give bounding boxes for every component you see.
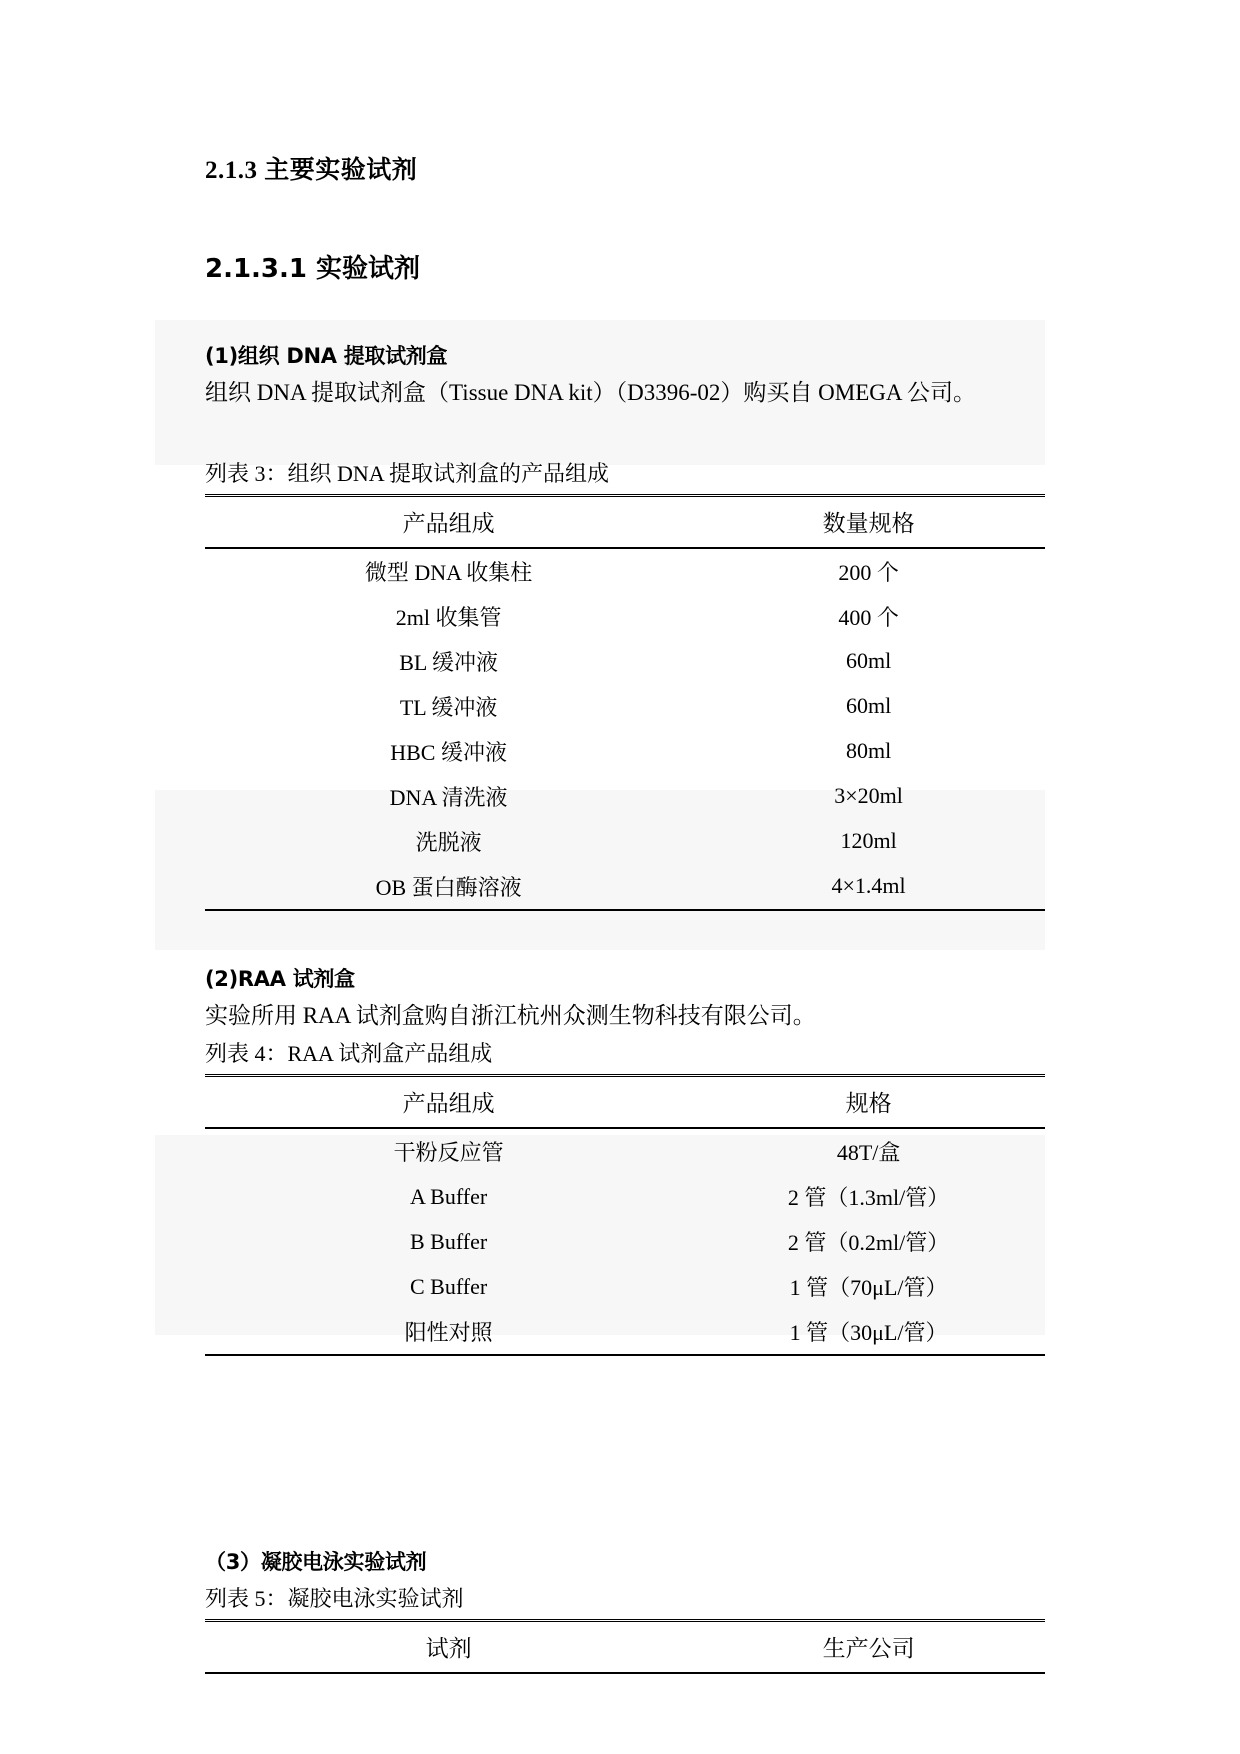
cell-spec: 4×1.4ml xyxy=(692,864,1045,910)
cell-spec: 2 管（0.2ml/管） xyxy=(787,1230,950,1255)
table-4-header-spec: 规格 xyxy=(692,1076,1045,1129)
table-row xyxy=(205,864,1045,910)
table-row xyxy=(205,1219,1045,1264)
cell-spec: 400 个 xyxy=(838,604,899,630)
table-3-body xyxy=(205,548,1045,910)
table-3 xyxy=(205,494,1045,911)
cell-spec: 1 管（30μL/管） xyxy=(692,1309,1045,1355)
table-4-body xyxy=(205,1128,1045,1355)
cell-name: TL 缓冲液 xyxy=(399,694,498,720)
cell-name: A Buffer xyxy=(409,1183,488,1209)
cell-name: HBC 缓冲液 xyxy=(390,739,507,765)
table-row xyxy=(205,1309,1045,1355)
item-3-heading: （3）凝胶电泳实验试剂 xyxy=(205,1550,427,1574)
table-row xyxy=(205,774,1045,819)
table-4-caption: 列表 4：RAA 试剂盒产品组成 xyxy=(205,1041,493,1066)
cell-name: 洗脱液 xyxy=(415,829,482,855)
spacer xyxy=(205,911,1045,963)
table-row xyxy=(205,1128,1045,1174)
table-3-header-spec: 数量规格 xyxy=(692,495,1045,548)
cell-spec: 120ml xyxy=(840,828,897,853)
section-heading: 2.1.3 主要实验试剂 xyxy=(205,157,418,184)
cell-name: C Buffer xyxy=(409,1273,488,1299)
table-row xyxy=(205,639,1045,684)
table-5-header-reagent: 试剂 xyxy=(205,1621,692,1674)
cell-name: B Buffer xyxy=(409,1228,488,1254)
table-5-header-company: 生产公司 xyxy=(692,1621,1045,1674)
cell-spec: 200 个 xyxy=(838,559,899,585)
cell-name: 干粉反应管 xyxy=(393,1140,504,1165)
cell-name: DNA 清洗液 xyxy=(389,784,508,810)
cell-name: BL 缓冲液 xyxy=(399,649,498,675)
item-2-paragraph: 实验所用 RAA 试剂盒购自浙江杭州众测生物科技有限公司。 xyxy=(205,1002,816,1028)
item-2-heading: (2)RAA 试剂盒 xyxy=(205,966,355,991)
table-header-row xyxy=(205,1076,1045,1129)
table-3-head xyxy=(205,495,1045,548)
table-3-header-name: 产品组成 xyxy=(205,495,692,548)
table-row xyxy=(205,548,1045,594)
spacer xyxy=(205,1356,1045,1546)
spacer xyxy=(205,415,1045,457)
cell-spec: 2 管（1.3ml/管） xyxy=(787,1185,950,1210)
subsection-heading: 2.1.3.1 实验试剂 xyxy=(205,254,421,284)
table-header-row xyxy=(205,1621,1045,1674)
cell-spec: 3×20ml xyxy=(834,783,903,808)
table-4-head xyxy=(205,1076,1045,1129)
cell-name: OB 蛋白酶溶液 xyxy=(205,864,692,910)
table-5 xyxy=(205,1619,1045,1674)
spacer xyxy=(205,285,1045,340)
cell-spec: 60ml xyxy=(845,693,892,718)
cell-spec: 1 管（70μL/管） xyxy=(789,1275,948,1300)
table-header-row xyxy=(205,495,1045,548)
table-row xyxy=(205,1174,1045,1219)
spacer xyxy=(205,186,1045,248)
cell-spec: 48T/盒 xyxy=(836,1140,901,1165)
table-4 xyxy=(205,1074,1045,1356)
table-5-caption: 列表 5：凝胶电泳实验试剂 xyxy=(205,1586,464,1611)
table-5-head xyxy=(205,1621,1045,1674)
table-3-caption: 列表 3：组织 DNA 提取试剂盒的产品组成 xyxy=(205,460,609,486)
table-row xyxy=(205,594,1045,639)
cell-name: 微型 DNA 收集柱 xyxy=(364,559,533,585)
table-row xyxy=(205,1264,1045,1309)
table-row xyxy=(205,819,1045,864)
cell-name: 2ml 收集管 xyxy=(395,604,502,630)
table-row xyxy=(205,729,1045,774)
cell-spec: 60ml xyxy=(845,648,892,673)
cell-name: 阳性对照 xyxy=(205,1309,692,1355)
item-1-heading: (1)组织 DNA 提取试剂盒 xyxy=(205,344,448,368)
item-1-paragraph: 组织 DNA 提取试剂盒（Tissue DNA kit）（D3396-02）购买自 OMEGA 公司。 xyxy=(205,380,976,405)
cell-spec: 80ml xyxy=(845,738,892,763)
table-row xyxy=(205,684,1045,729)
table-4-header-name: 产品组成 xyxy=(205,1076,692,1129)
